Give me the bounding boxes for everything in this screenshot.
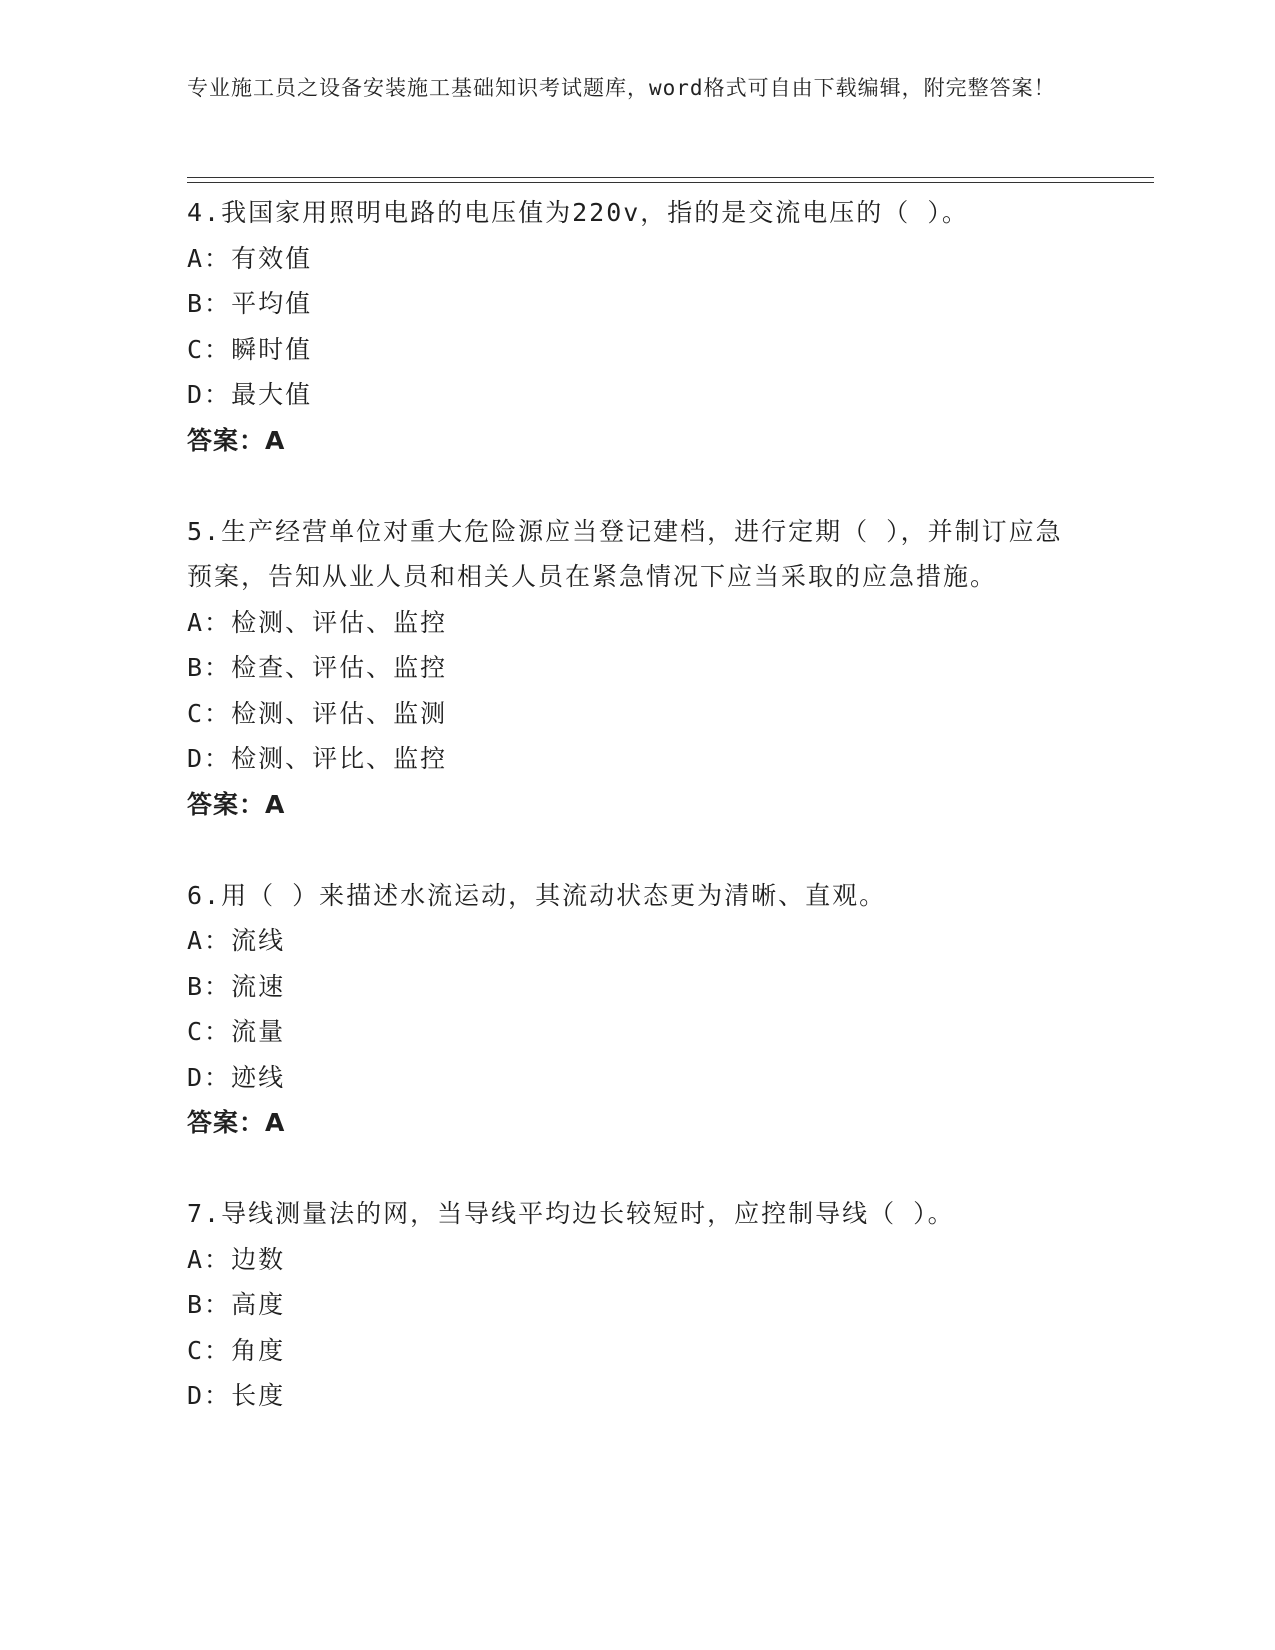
option-d bbox=[187, 1055, 1087, 1101]
option-d bbox=[187, 736, 1087, 782]
option-a bbox=[187, 236, 1087, 282]
question-text: 6.用（ ）来描述水流运动，其流动状态更为清晰、直观。 bbox=[187, 880, 887, 910]
question-text: 7.导线测量法的网，当导线平均边长较短时，应控制导线（ ）。 bbox=[187, 1199, 955, 1228]
option-letter: A： bbox=[187, 243, 232, 273]
question-item bbox=[187, 1191, 1087, 1419]
option-text: 流线 bbox=[231, 926, 286, 955]
option-d bbox=[187, 372, 1087, 418]
option-text: 边数 bbox=[231, 1244, 286, 1274]
option-c bbox=[187, 327, 1087, 373]
option-text: 角度 bbox=[231, 1335, 286, 1365]
option-letter: C： bbox=[187, 698, 232, 728]
option-b bbox=[187, 645, 1087, 691]
question-item bbox=[187, 509, 1087, 828]
question-spacer bbox=[187, 827, 1087, 873]
option-a bbox=[187, 1237, 1087, 1283]
option-text: 检查、评估、监控 bbox=[231, 653, 448, 682]
option-letter: A： bbox=[187, 1244, 232, 1274]
question-item bbox=[187, 873, 1087, 1146]
answer-line: 答案：A bbox=[187, 1108, 286, 1137]
option-text: 迹线 bbox=[231, 1062, 286, 1092]
option-letter: D： bbox=[187, 744, 232, 773]
answer-line: 答案：A bbox=[187, 789, 286, 819]
option-text: 平均值 bbox=[231, 289, 313, 318]
document-header-title: 专业施工员之设备安装施工基础知识考试题库，word格式可自由下载编辑，附完整答案！ bbox=[187, 76, 1056, 100]
option-b bbox=[187, 964, 1087, 1010]
answer-line: 答案：A bbox=[187, 425, 286, 455]
option-b bbox=[187, 1282, 1087, 1328]
option-text: 流量 bbox=[231, 1017, 286, 1046]
option-text: 有效值 bbox=[231, 243, 313, 273]
option-letter: B： bbox=[187, 289, 232, 318]
option-d bbox=[187, 1373, 1087, 1419]
option-a bbox=[187, 918, 1087, 964]
option-letter: C： bbox=[187, 1335, 232, 1365]
option-letter: B： bbox=[187, 1290, 232, 1319]
question-text: 5.生产经营单位对重大危险源应当登记建档，进行定期（ ），并制订应急预案，告知从业人员和相关人员在紧急情况下应当采取的应急措施。 bbox=[187, 516, 1063, 591]
option-letter: B： bbox=[187, 971, 232, 1001]
question-item bbox=[187, 190, 1087, 463]
option-letter: D： bbox=[187, 1062, 232, 1092]
option-text: 检测、评估、监测 bbox=[231, 698, 448, 728]
option-c bbox=[187, 1009, 1087, 1055]
option-letter: B： bbox=[187, 653, 232, 682]
option-text: 检测、评估、监控 bbox=[231, 607, 448, 637]
option-text: 流速 bbox=[231, 971, 286, 1001]
option-text: 长度 bbox=[231, 1381, 286, 1410]
option-letter: D： bbox=[187, 380, 232, 409]
option-letter: D： bbox=[187, 1381, 232, 1410]
question-list bbox=[187, 190, 1087, 1419]
option-a bbox=[187, 600, 1087, 646]
option-text: 高度 bbox=[231, 1290, 286, 1319]
header-divider-line-secondary bbox=[187, 182, 1154, 183]
option-text: 检测、评比、监控 bbox=[231, 744, 448, 773]
option-letter: A： bbox=[187, 926, 232, 955]
option-c bbox=[187, 691, 1087, 737]
option-b bbox=[187, 281, 1087, 327]
option-letter: C： bbox=[187, 334, 232, 364]
header-divider-line bbox=[187, 177, 1154, 178]
option-c bbox=[187, 1328, 1087, 1374]
question-spacer bbox=[187, 463, 1087, 509]
option-letter: A： bbox=[187, 607, 232, 637]
option-text: 瞬时值 bbox=[231, 334, 313, 364]
option-text: 最大值 bbox=[231, 380, 313, 409]
option-letter: C： bbox=[187, 1017, 232, 1046]
question-spacer bbox=[187, 1146, 1087, 1192]
question-text: 4.我国家用照明电路的电压值为220v，指的是交流电压的（ ）。 bbox=[187, 198, 969, 227]
